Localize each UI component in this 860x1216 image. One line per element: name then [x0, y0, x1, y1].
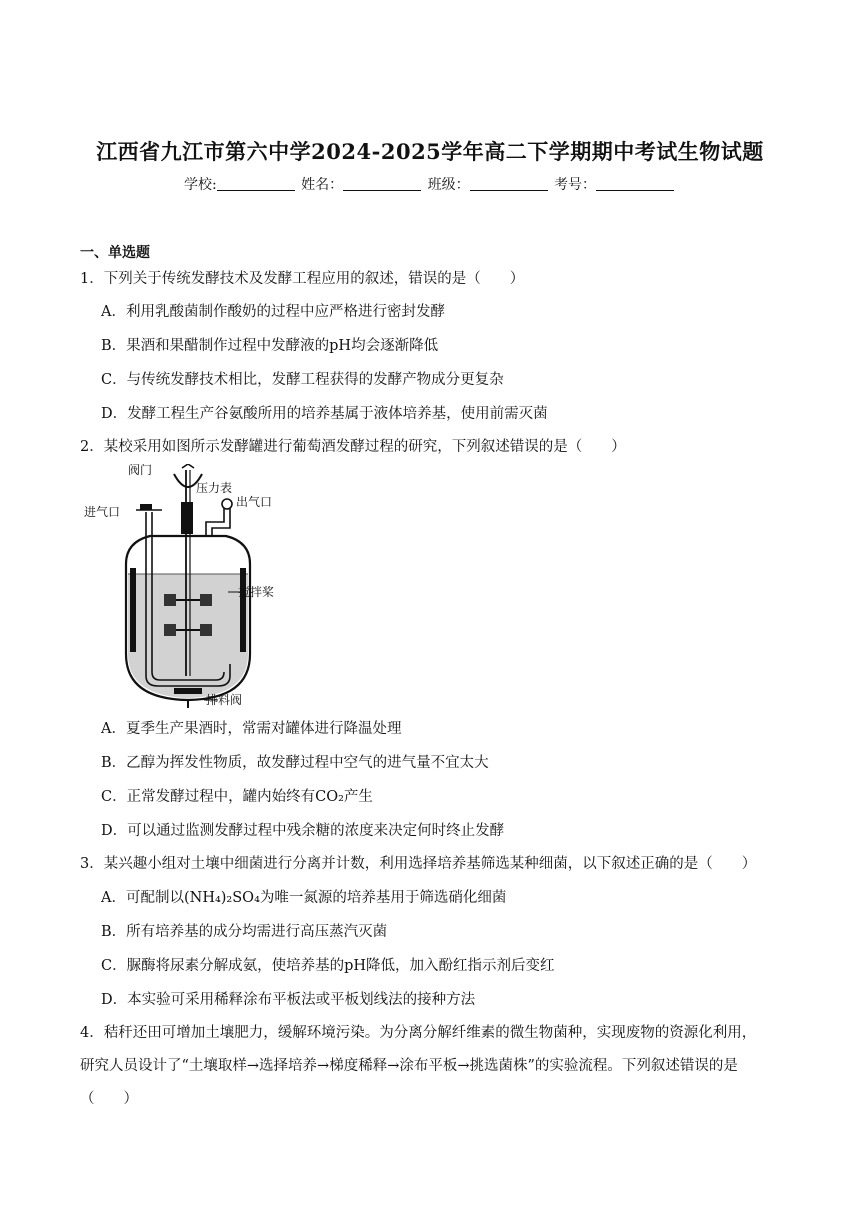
school-blank[interactable] [217, 176, 295, 191]
question-4-stem-line-3: （ ） [80, 1091, 138, 1107]
question-3-option-a: A．可配制以(NH₄)₂SO₄为唯一氮源的培养基用于筛选硝化细菌 [101, 890, 507, 906]
valve-icon [140, 504, 152, 510]
label-pressure-gauge: 压力表 [196, 481, 233, 495]
info-label-class: 班级： [427, 177, 470, 193]
question-2-option-c: C．正常发酵过程中，罐内始终有CO₂产生 [101, 789, 373, 805]
gauge-dial-icon [222, 499, 232, 509]
exam-title: 江西省九江市第六中学2024-2025学年高二下学期期中考试生物试题 [96, 139, 764, 164]
question-4-stem-line-1: 4．秸秆还田可增加土壤肥力，缓解环境污染。为分离分解纤维素的微生物菌种，实现废物的资源化利用， [80, 1025, 757, 1041]
pressure-gauge-block [181, 502, 193, 534]
question-3-option-b: B．所有培养基的成分均需进行高压蒸汽灭菌 [101, 924, 388, 940]
question-3-stem: 3．某兴趣小组对土壤中细菌进行分离并计数，利用选择培养基筛选某种细菌，以下叙述正确的是（ ） [80, 856, 757, 872]
stirrer-paddle [164, 624, 176, 636]
stirrer-paddle [200, 594, 212, 606]
jacket-right [240, 568, 246, 652]
question-3-option-d: D．本实验可采用稀释涂布平板法或平板划线法的接种方法 [101, 992, 476, 1008]
label-valve: 阀门 [128, 464, 153, 477]
info-label-name: 姓名： [301, 177, 344, 193]
question-2-option-a: A．夏季生产果酒时，常需对罐体进行降温处理 [101, 721, 402, 737]
question-4-stem-line-2: 研究人员设计了“土壤取样→选择培养→梯度稀释→涂布平板→挑选菌株”的实验流程。下列叙述错误的是 [80, 1058, 738, 1074]
question-2-stem: 2．某校采用如图所示发酵罐进行葡萄酒发酵过程的研究，下列叙述错误的是（ ） [80, 439, 626, 455]
label-inlet: 进气口 [84, 505, 121, 519]
label-outlet: 出气口 [236, 495, 273, 509]
info-label-school: 学校: [183, 177, 217, 193]
question-1-option-a: A．利用乳酸菌制作酸奶的过程中应严格进行密封发酵 [101, 304, 445, 320]
jacket-left [130, 568, 136, 652]
info-label-exam-number: 考号： [554, 177, 597, 193]
fermenter-diagram [78, 464, 300, 708]
question-3-option-c: C．脲酶将尿素分解成氨，使培养基的pH降低，加入酚红指示剂后变红 [101, 958, 555, 974]
stirrer-paddle [200, 624, 212, 636]
label-stirrer: 搅拌桨 [238, 585, 275, 599]
question-2-option-d: D．可以通过监测发酵过程中残余糖的浓度来决定何时终止发酵 [101, 823, 505, 839]
student-info-line [0, 174, 860, 194]
question-1-option-c: C．与传统发酵技术相比，发酵工程获得的发酵产物成分更复杂 [101, 372, 504, 388]
name-blank[interactable] [343, 176, 421, 191]
question-1-option-b: B．果酒和果醋制作过程中发酵液的pH均会逐渐降低 [101, 338, 439, 354]
exam-number-blank[interactable] [596, 176, 674, 191]
question-1-option-d: D．发酵工程生产谷氨酸所用的培养基属于液体培养基，使用前需灭菌 [101, 406, 548, 422]
question-2-option-b: B．乙醇为挥发性物质，故发酵过程中空气的进气量不宜太大 [101, 755, 489, 771]
section-heading: 一、单选题 [80, 245, 150, 261]
stirrer-paddle [164, 594, 176, 606]
class-blank[interactable] [470, 176, 548, 191]
drain-valve-icon [174, 688, 202, 694]
question-1-stem: 1．下列关于传统发酵技术及发酵工程应用的叙述，错误的是（ ） [80, 271, 525, 287]
label-drain-valve: 排料阀 [206, 693, 243, 707]
